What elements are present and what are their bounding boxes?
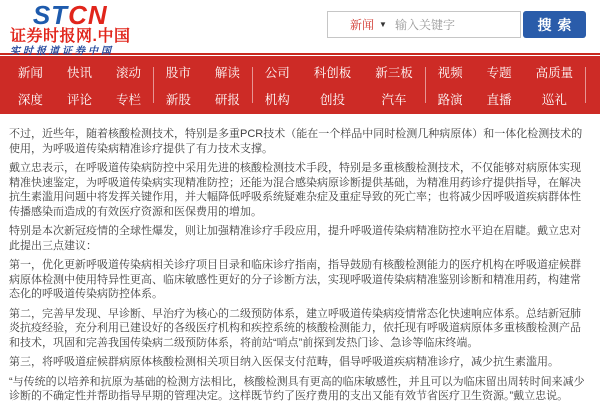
main-nav bbox=[0, 56, 600, 114]
search-category-label: 新闻 bbox=[350, 18, 375, 32]
chevron-down-icon: ▼ bbox=[379, 20, 387, 29]
search-box bbox=[327, 11, 521, 38]
nav-group-company bbox=[261, 63, 417, 108]
article-paragraph: 特别是本次新冠疫情的全球性爆发，则让加强精准诊疗手段应用，提升呼吸道传染病精准防控水平迫在眉睫。戴立忠对此提出三点建议： bbox=[9, 225, 581, 252]
logo-cn: CN bbox=[68, 0, 108, 30]
nav-item-gaozhiliang-xunli[interactable] bbox=[536, 63, 574, 108]
nav-link[interactable]: 股市 bbox=[165, 65, 191, 80]
nav-link[interactable]: 专题 bbox=[486, 65, 512, 80]
nav-link[interactable]: 视频 bbox=[437, 65, 463, 80]
article-paragraph: 第二，完善早发现、早诊断、早治疗为核心的二级预防体系，建立呼吸道传染病疫情常态化快速响应体系。总结新冠肺炎抗疫经验，充分利用已建设好的各级医疗机构和疾控系统的核酸检测能力，依托现有呼吸道病原体多重核酸检测产品和技术，巩固和完善我国传染病二级预防体系，将前站“哨点”前探到发热门诊、急诊等临床终端。 bbox=[9, 307, 581, 349]
search-bar bbox=[327, 11, 586, 38]
search-input[interactable] bbox=[395, 18, 520, 32]
nav-link[interactable]: 研报 bbox=[214, 92, 240, 107]
nav-link[interactable]: 高质量 bbox=[535, 65, 574, 80]
nav-separator bbox=[585, 67, 586, 103]
nav-item-xinsanban-qiche[interactable] bbox=[375, 63, 413, 108]
nav-link[interactable]: 直播 bbox=[486, 92, 512, 107]
nav-item-xinwen-shendu[interactable] bbox=[18, 63, 43, 108]
article-paragraph: 第三，将呼吸道症候群病原体核酸检测相关项目纳入医保支付范畴，倡导呼吸道疾病精准诊疗，减少抗生素滥用。 bbox=[9, 356, 559, 368]
nav-link[interactable]: 公司 bbox=[264, 65, 290, 80]
nav-item-gongsi-jigou[interactable] bbox=[265, 63, 290, 108]
nav-item-shipin-luyan[interactable] bbox=[438, 63, 463, 108]
article-paragraph: “与传统的以培养和抗原为基础的检测方法相比，核酸检测具有更高的临床敏感性，并且可以为临床留出周转时间来减少诊断的不确定性并帮助指导早期的管理决定。这样既节约了医疗费用的支出又能有效节省医疗卫生资源。”戴立忠说。 bbox=[9, 375, 585, 402]
nav-separator bbox=[425, 67, 426, 103]
article-paragraph: 不过，近些年，随着核酸检测技术，特别是多重PCR技术（能在一个样品中同时检测几种病原体）和一体化检测技术的使用，为呼吸道传染病精准诊疗提供了有力技术支撑。 bbox=[9, 128, 583, 155]
nav-separator bbox=[153, 67, 154, 103]
nav-link[interactable]: 汽车 bbox=[381, 92, 407, 107]
nav-group-news bbox=[14, 63, 145, 108]
nav-link[interactable]: 评论 bbox=[66, 92, 92, 107]
site-logo[interactable] bbox=[10, 2, 130, 57]
nav-separator bbox=[252, 67, 253, 103]
nav-link[interactable]: 滚动 bbox=[115, 65, 141, 80]
nav-link[interactable]: 科创板 bbox=[313, 65, 352, 80]
nav-link[interactable]: 巡礼 bbox=[541, 92, 567, 107]
search-button[interactable]: 搜索 bbox=[523, 11, 586, 38]
logo-stcn-text bbox=[10, 2, 130, 28]
nav-link[interactable]: 解读 bbox=[214, 65, 240, 80]
nav-link[interactable]: 创投 bbox=[319, 92, 345, 107]
nav-link[interactable]: 快讯 bbox=[66, 65, 92, 80]
nav-link[interactable]: 新三板 bbox=[375, 65, 413, 80]
nav-link[interactable]: 新股 bbox=[165, 92, 191, 107]
nav-item-zhuanti-zhibo[interactable] bbox=[487, 63, 512, 108]
nav-item-gushi-xingu[interactable] bbox=[166, 63, 191, 108]
nav-link[interactable]: 深度 bbox=[17, 92, 43, 107]
nav-link[interactable]: 专栏 bbox=[115, 92, 141, 107]
nav-item-gundong-zhuanlan[interactable] bbox=[116, 63, 141, 108]
logo-st: ST bbox=[32, 0, 69, 30]
site-header bbox=[0, 0, 600, 57]
site-slogan: 实时报道证券中国 bbox=[10, 46, 114, 57]
nav-link[interactable]: 机构 bbox=[264, 92, 290, 107]
site-name: 证券时报网.中国 bbox=[10, 28, 131, 45]
nav-item-kechuangban-chuangtou[interactable] bbox=[314, 63, 352, 108]
article-paragraph: 第一，优化更新呼吸道传染病相关诊疗项目目录和临床诊疗指南，指导鼓励有核酸检测能力的医疗机构在呼吸道症候群病原体检测中使用特异性更高、临床敏感性更好的分子诊断方法，实现呼吸道传染病精准鉴别诊断和精准用药，构建常态化的呼吸道传染病防控体系。 bbox=[9, 259, 581, 300]
article-paragraph: 戴立忠表示，在呼吸道传染病防控中采用先进的核酸检测技术手段，特别是多重核酸检测技术，不仅能够对病原体实现精准快速鉴定，为呼吸道传染病实现精准防控；还能为混合感染病原诊断提供基础，为精准用药诊疗提供指导，在解决抗生素滥用问题中将发挥关键作用，并大幅降低呼吸系统疑难杂症及重症导致的死亡率；也将减少因呼吸道疾病群体性传播感染而造成的有效医疗资源和医保费用的增加。 bbox=[9, 162, 581, 218]
nav-item-jiedu-yanbao[interactable] bbox=[215, 63, 240, 108]
nav-group-media bbox=[434, 63, 578, 108]
nav-item-kuaixun-pinglun[interactable] bbox=[67, 63, 92, 108]
nav-group-market bbox=[162, 63, 244, 108]
article-body bbox=[0, 114, 600, 404]
nav-link[interactable]: 新闻 bbox=[17, 65, 43, 80]
search-category-dropdown[interactable] bbox=[328, 16, 395, 33]
nav-link[interactable]: 路演 bbox=[437, 92, 463, 107]
